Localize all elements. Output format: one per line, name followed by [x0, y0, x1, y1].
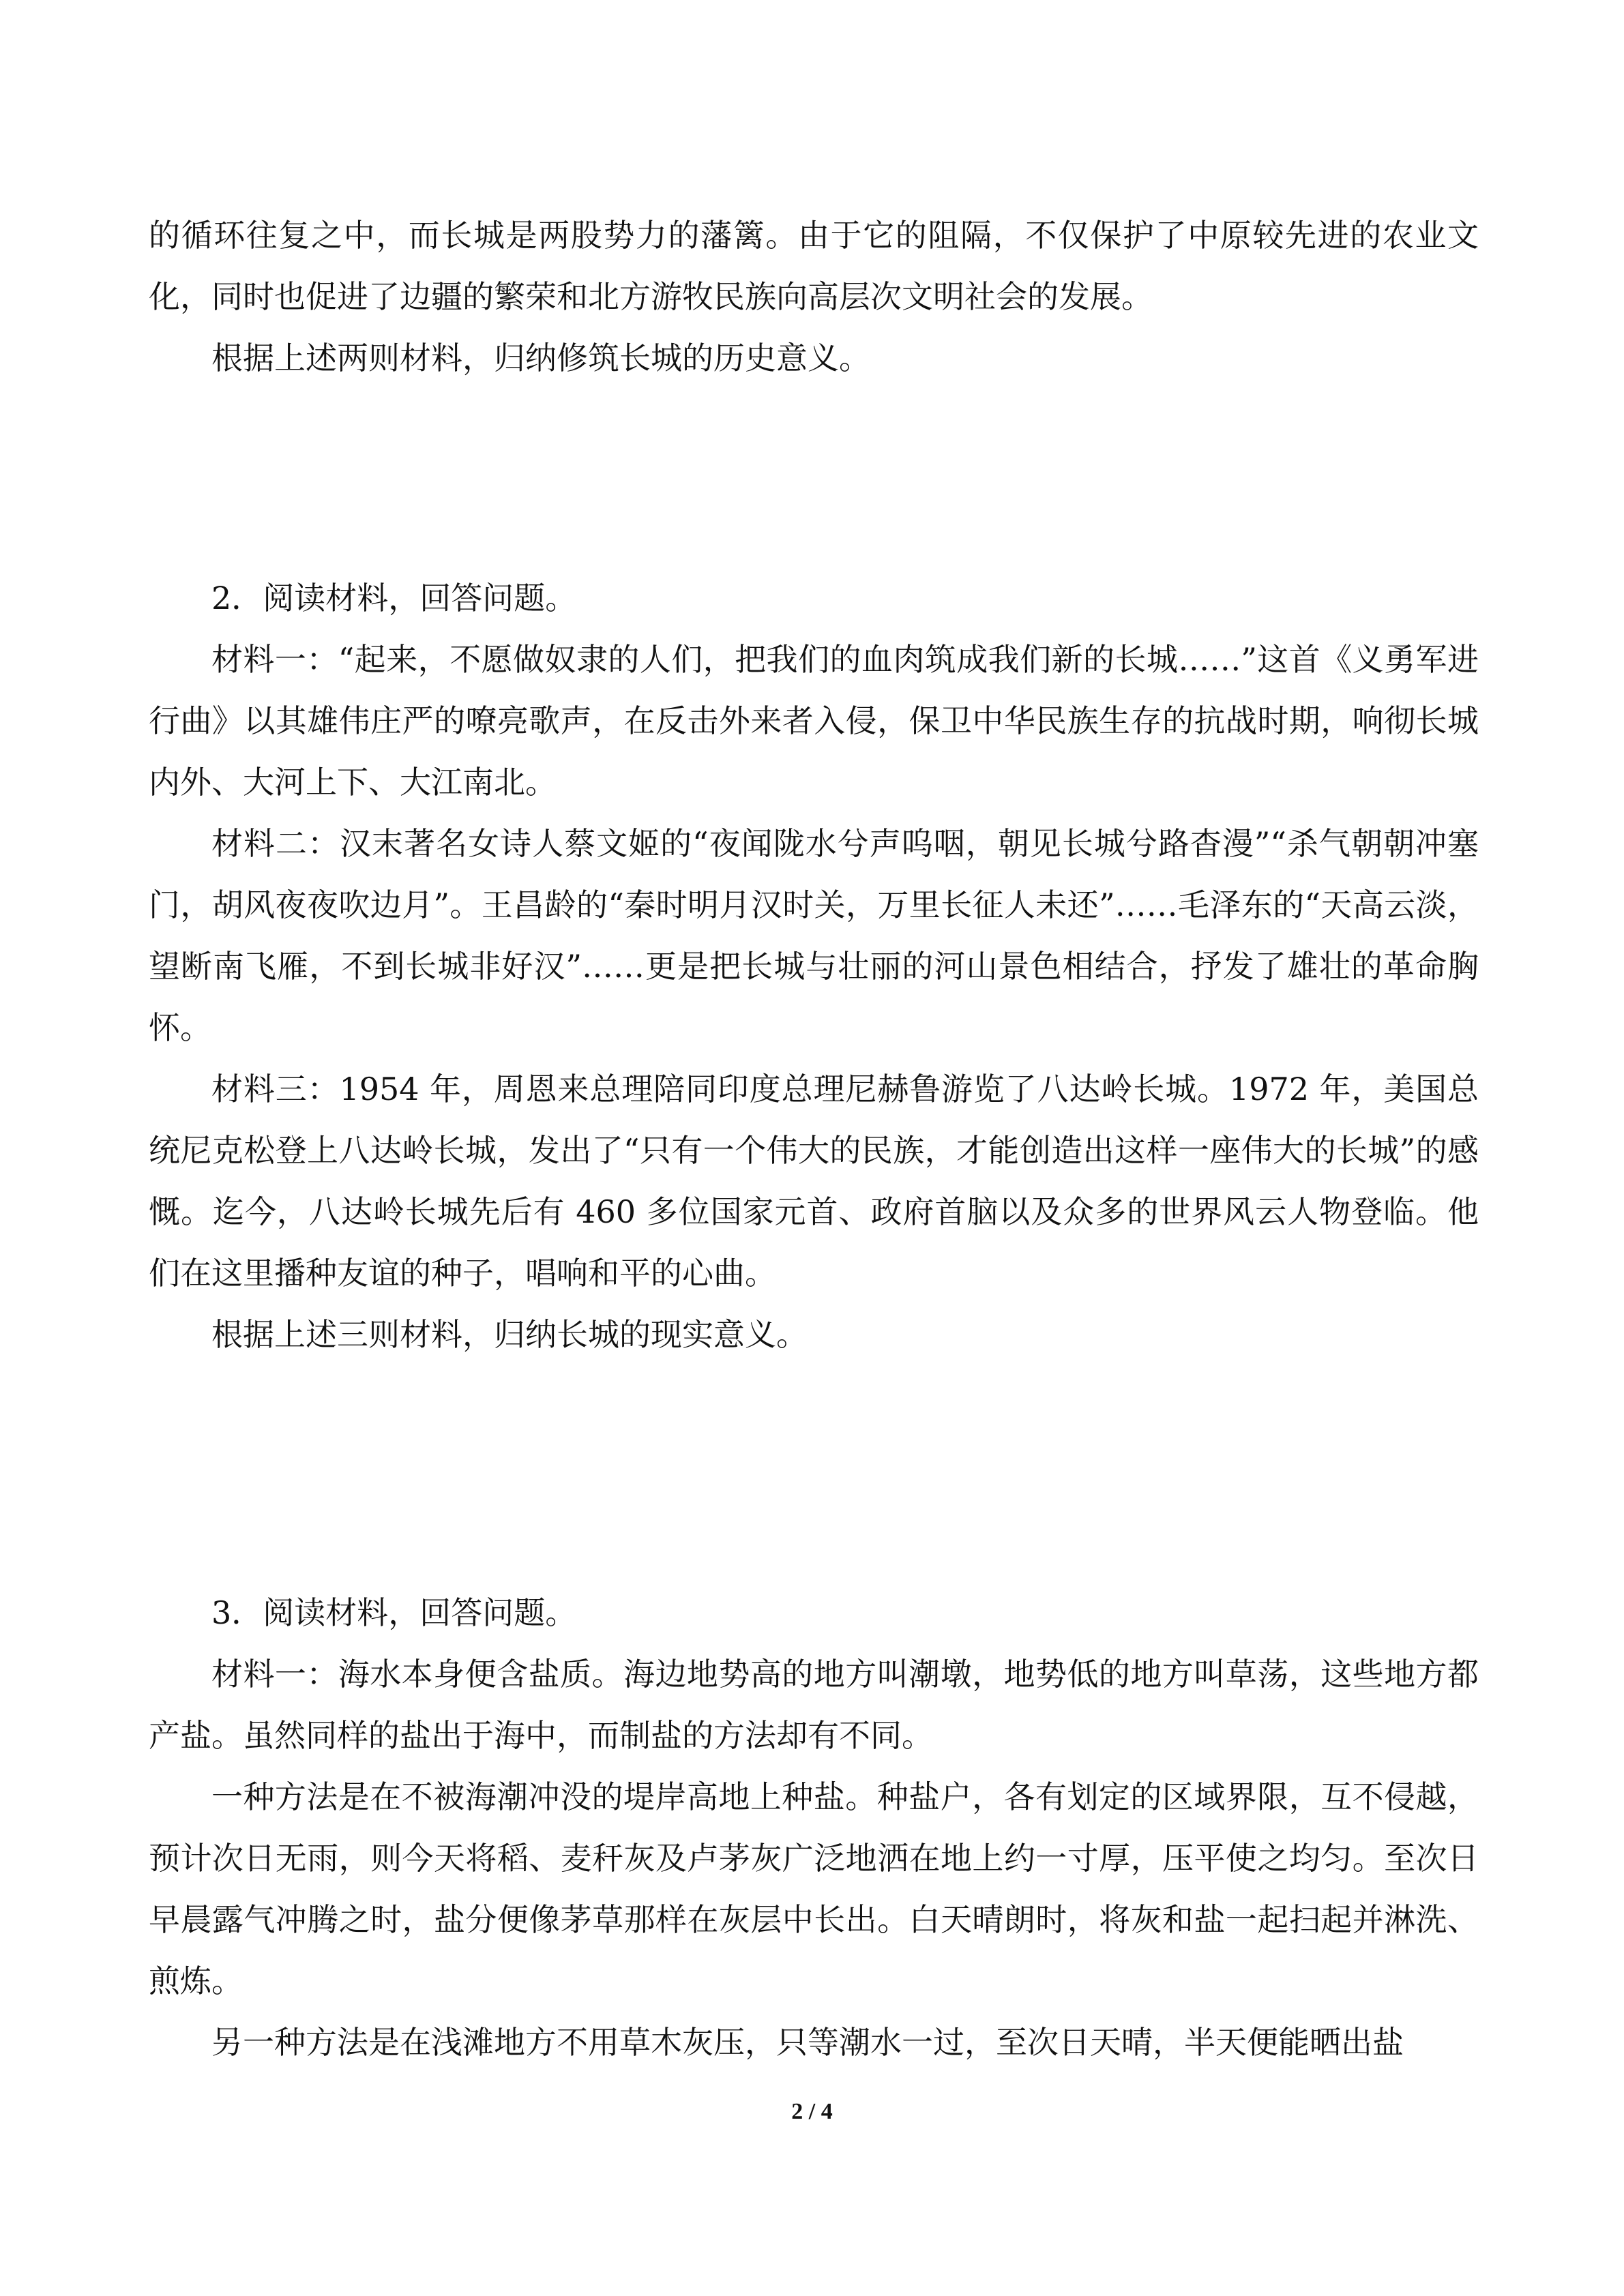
question-prompt: 根据上述三则材料，归纳长城的现实意义。	[211, 1316, 808, 1353]
question-2	[149, 567, 1479, 1365]
section-1-continued	[149, 205, 1479, 389]
page-number: 2 / 4	[791, 2099, 833, 2124]
material-paragraph: 材料一：“起来，不愿做奴隶的人们，把我们的血肉筑成我们新的长城……”这首《义勇军进行曲》以其雄伟庄严的嘹亮歌声，在反击外来者入侵，保卫中华民族生存的抗战时期，响彻长城内外、大河上下、大江南北。	[149, 641, 1479, 801]
material-paragraph: 材料一：海水本身便含盐质。海边地势高的地方叫潮墩，地势低的地方叫草荡，这些地方都产盐。虽然同样的盐出于海中，而制盐的方法却有不同。	[149, 1656, 1479, 1754]
question-prompt: 根据上述两则材料，归纳修筑长城的历史意义。	[211, 340, 870, 376]
question-3	[149, 1582, 1479, 2073]
material-paragraph: 材料二：汉末著名女诗人蔡文姬的“夜闻陇水兮声呜咽，朝见长城兮路杳漫”“杀气朝朝冲塞门，胡风夜夜吹边月”。王昌龄的“秦时明月汉时关，万里长征人未还”……毛泽东的“天高云淡，望断南飞雁，不到长城非好汉”……更是把长城与壮丽的河山景色相结合，抒发了雄壮的革命胸怀。	[149, 825, 1479, 1046]
material-paragraph: 另一种方法是在浅滩地方不用草木灰压，只等潮水一过，至次日天晴，半天便能晒出盐	[211, 2024, 1404, 2061]
paragraph: 的循环往复之中，而长城是两股势力的藩篱。由于它的阻隔，不仅保护了中原较先进的农业文化，同时也促进了边疆的繁荣和北方游牧民族向高层次文明社会的发展。	[149, 217, 1479, 315]
question-heading: 3．阅读材料，回答问题。	[211, 1594, 577, 1631]
question-heading: 2．阅读材料，回答问题。	[211, 580, 577, 616]
material-paragraph: 材料三：1954 年，周恩来总理陪同印度总理尼赫鲁游览了八达岭长城。1972 年，美国总统尼克松登上八达岭长城，发出了“只有一个伟大的民族，才能创造出这样一座伟大的长城”的感慨。迄今，八达岭长城先后有 460 多位国家元首、政府首脑以及众多的世界风云人物登临。他们在这里播种友谊的种子，唱响和平的心曲。	[149, 1071, 1479, 1292]
material-paragraph: 一种方法是在不被海潮冲没的堤岸高地上种盐。种盐户，各有划定的区域界限，互不侵越，预计次日无雨，则今天将稻、麦秆灰及卢茅灰广泛地洒在地上约一寸厚，压平使之均匀。至次日早晨露气冲腾之时，盐分便像茅草那样在灰层中长出。白天晴朗时，将灰和盐一起扫起并淋洗、煎炼。	[149, 1778, 1479, 1999]
